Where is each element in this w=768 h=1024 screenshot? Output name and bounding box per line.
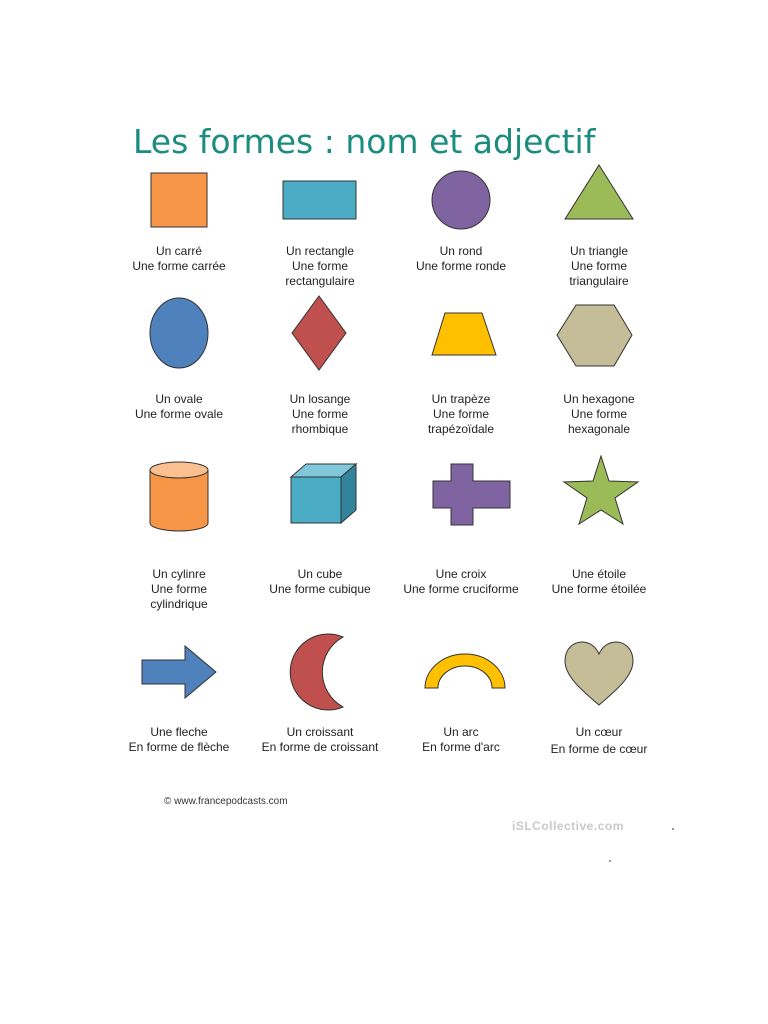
stray-dot [672,828,674,830]
arc-icon [386,632,536,712]
shape-name: Un trapèze [431,392,491,406]
rhombus-icon [245,292,395,372]
shape-label [524,392,674,437]
shape-adjective-cont: rhombique [291,422,349,436]
hexagon-icon [524,292,674,372]
shape-label [524,244,674,289]
shape-adjective: Une forme étoilée [551,582,647,596]
circle-icon [386,160,536,240]
shape-name: Une fleche [150,725,208,739]
shape-adjective: Une forme cubique [269,582,371,596]
watermark-text: iSLCollective.com [512,819,624,833]
shape-name: Un cube [297,567,343,581]
shape-name: Un cylinre [152,567,206,581]
shape-label [245,244,395,289]
shape-name: Un cœur [575,725,623,739]
shape-adjective-cont: rectangulaire [285,274,355,288]
shape-label [245,392,395,437]
shape-adjective: En forme d'arc [422,740,500,754]
shape-label [104,567,254,612]
shape-label [386,725,536,755]
arrow-icon [104,632,254,712]
shape-adjective: En forme de cœur [550,742,648,756]
shape-name: Une croix [435,567,487,581]
shape-adjective-cont: triangulaire [569,274,629,288]
page-title: Les formes : nom et adjectif [133,122,596,161]
cylinder-icon [104,455,254,535]
cross-icon [386,455,536,535]
shape-adjective-cont: cylindrique [150,597,208,611]
triangle-icon [524,160,674,240]
shape-adjective: Une forme carrée [132,259,226,273]
shape-adjective: Une forme ovale [134,407,224,421]
stray-dot [609,860,611,862]
shape-label [245,725,395,755]
trapezoid-icon [386,292,536,372]
shape-adjective: Une forme cruciforme [403,582,519,596]
shape-adjective: Une forme [150,582,208,596]
shape-name: Un hexagone [563,392,635,406]
shape-adjective: Une forme [291,407,349,421]
shape-label [386,392,536,437]
oval-icon [104,292,254,372]
shape-label [386,567,536,597]
shape-label [524,567,674,597]
copyright-text: © www.francepodcasts.com [164,796,288,807]
shape-name: Un rectangle [285,244,355,258]
shape-adjective: Une forme ronde [415,259,507,273]
shape-name: Un ovale [155,392,203,406]
shape-label [245,567,395,597]
shape-label [386,244,536,274]
shape-adjective: Une forme [570,259,628,273]
shape-label [104,244,254,274]
rectangle-icon [245,160,395,240]
shape-name: Un rond [439,244,483,258]
shape-adjective: Une forme [291,259,349,273]
shape-label [524,725,674,757]
shape-adjective: En forme de croissant [261,740,379,754]
shape-label [104,725,254,755]
star-icon [524,455,674,535]
shape-adjective: Une forme [432,407,490,421]
shape-adjective: En forme de flèche [128,740,230,754]
shape-name: Un croissant [286,725,354,739]
shape-adjective-cont: trapézoïdale [427,422,495,436]
square-icon [104,160,254,240]
crescent-icon [245,632,395,712]
shape-adjective: Une forme [570,407,628,421]
shape-name: Un arc [443,725,479,739]
cube-icon [245,455,395,535]
shape-name: Un triangle [569,244,629,258]
shape-name: Un losange [289,392,351,406]
shape-label [104,392,254,422]
shape-adjective-cont: hexagonale [567,422,631,436]
shape-name: Un carré [155,244,202,258]
heart-icon [524,632,674,712]
shape-name: Une étoile [571,567,627,581]
